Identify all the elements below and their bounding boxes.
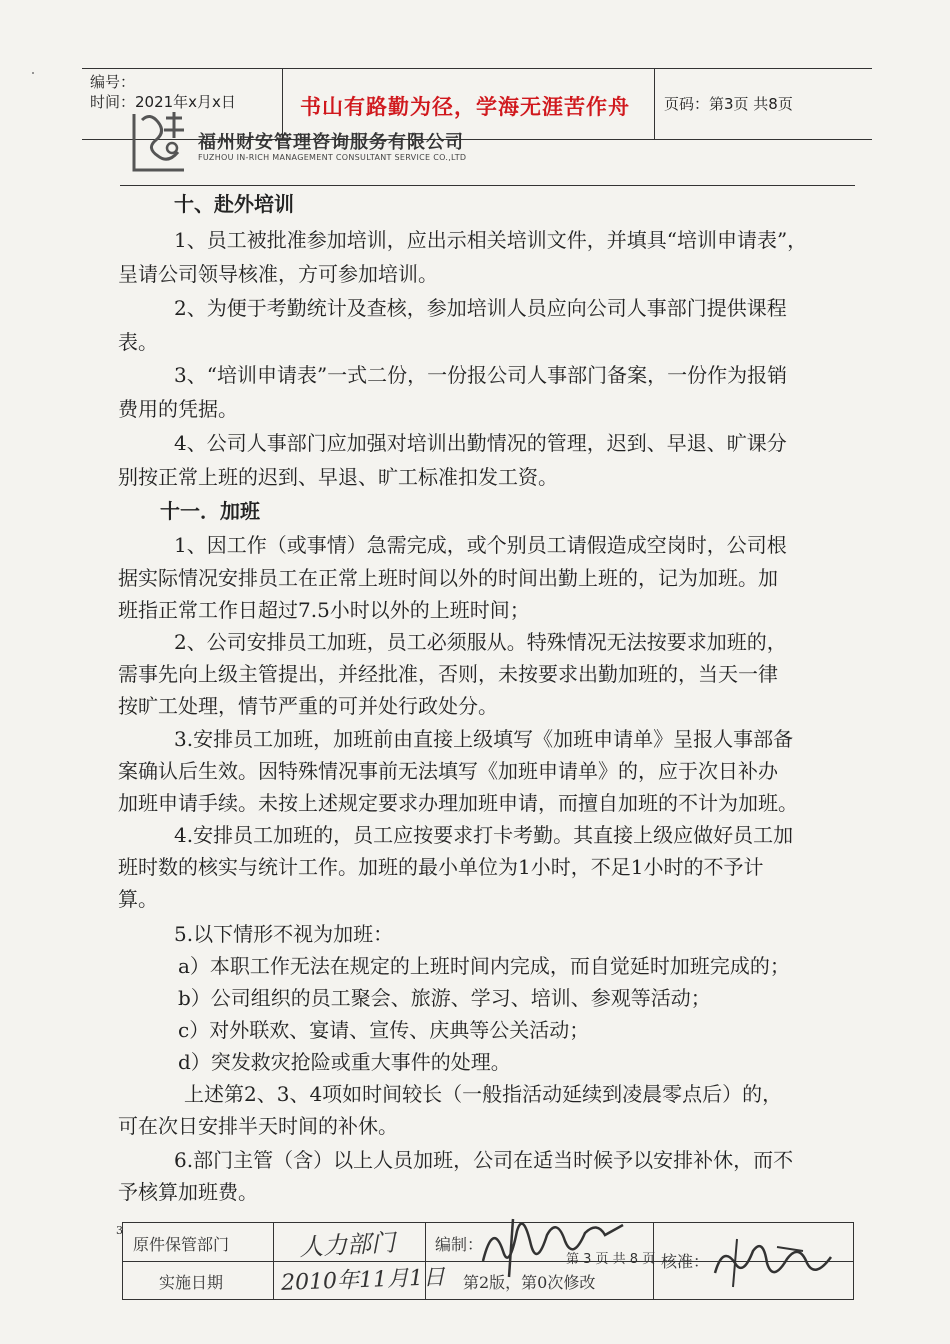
page-info: 页码：第3页 共8页 [664, 95, 793, 113]
company-name-en: FUZHOU IN-RICH MANAGEMENT CONSULTANT SERVICE CO.,LTD [198, 153, 467, 162]
paragraph-line: 4.安排员工加班的，员工应按要求打卡考勤。其直接上级应做好员工加 [174, 823, 794, 847]
paragraph-line: 可在次日安排半天时间的补休。 [118, 1114, 398, 1138]
paragraph-line: 4、公司人事部门应加强对培训出勤情况的管理，迟到、早退、旷课分 [174, 431, 787, 455]
paragraph-line: 据实际情况安排员工在正常上班时间以外的时间出勤上班的，记为加班。加 [118, 566, 778, 590]
paragraph-line: 加班申请手续。未按上述规定要求办理加班申请，而擅自加班的不计为加班。 [118, 791, 798, 815]
header-divider [120, 185, 855, 186]
version-label: 第2版，第0次修改 [463, 1273, 596, 1292]
paragraph-line: 班指正常工作日超过7.5小时以外的上班时间； [118, 598, 530, 622]
paragraph-line: 2、公司安排员工加班，员工必须服从。特殊情况无法按要求加班的， [174, 630, 787, 654]
paragraph-line: 案确认后生效。因特殊情况事前无法填写《加班申请单》的，应于次日补办 [118, 759, 778, 783]
list-item: d）突发救灾抢险或重大事件的处理。 [178, 1050, 511, 1074]
list-item: a）本职工作无法在规定的上班时间内完成，而自觉延时加班完成的； [178, 954, 790, 978]
list-item: b）公司组织的员工聚会、旅游、学习、培训、参观等活动； [178, 986, 711, 1010]
section-10-title: 十、赴外培训 [174, 192, 294, 216]
paragraph-line: 6.部门主管（含）以上人员加班，公司在适当时候予以安排补休，而不 [174, 1148, 794, 1172]
approval-table [122, 1222, 854, 1300]
approver-signature [707, 1233, 847, 1293]
paragraph-line: 3、“培训申请表”一式二份，一份报公司人事部门备案，一份作为报销 [174, 363, 788, 387]
dept-handwriting: 人力部门 [298, 1228, 396, 1262]
paragraph-line: 按旷工处理，情节严重的可并处行政处分。 [118, 694, 498, 718]
header-page-cell [654, 69, 872, 139]
paragraph-line: 1、因工作（或事情）急需完成，或个别员工请假造成空岗时，公司根 [174, 533, 787, 557]
paragraph-line: 3.安排员工加班，加班前由直接上级填写《加班申请单》呈报人事部备 [174, 727, 794, 751]
paragraph-line: 表。 [118, 330, 158, 354]
date-label: 实施日期 [159, 1273, 224, 1292]
speck [32, 72, 34, 74]
paragraph-line: 算。 [118, 887, 158, 911]
table-divider [273, 1223, 274, 1299]
document-number-label: 编号： [90, 73, 136, 91]
section-11-title: 十一．加班 [160, 499, 260, 523]
document-time: 时间：2021年x月x日 [90, 93, 236, 111]
paragraph-line: 班时数的核实与统计工作。加班的最小单位为1小时，不足1小时的不予计 [118, 855, 764, 879]
page-overlay-text: 第 3 页 共 8 页 [566, 1252, 656, 1267]
editor-label: 编制： [435, 1235, 484, 1254]
paragraph-line: 费用的凭据。 [118, 397, 238, 421]
paragraph-line: 别按正常上班的迟到、早退、旷工标准扣发工资。 [118, 465, 558, 489]
list-item: c）对外联欢、宴请、宣传、庆典等公关活动； [178, 1018, 590, 1042]
approve-label: 核准： [661, 1252, 710, 1271]
paragraph-line: 2、为便于考勤统计及查核，参加培训人员应向公司人事部门提供课程 [174, 296, 787, 320]
editor-signature [473, 1211, 656, 1281]
left-page-mark: 3 [116, 1224, 123, 1237]
paragraph-line: 予核算加班费。 [118, 1180, 258, 1204]
motto: 书山有路勤为径，学海无涯苦作舟 [300, 94, 630, 119]
paragraph-line: 5.以下情形不视为加班： [174, 922, 394, 946]
dept-label: 原件保管部门 [133, 1235, 230, 1254]
date-handwriting: 2010年11月1日 [280, 1265, 446, 1296]
company-seal-logo [128, 108, 190, 176]
paragraph-line: 1、员工被批准参加培训，应出示相关培训文件，并填具“培训申请表”， [174, 228, 808, 252]
paragraph-line: 需事先向上级主管提出，并经批准，否则，未按要求出勤加班的，当天一律 [118, 662, 778, 686]
paragraph-line: 呈请公司领导核准，方可参加培训。 [118, 262, 438, 286]
company-name-cn: 福州财安管理咨询服务有限公司 [198, 132, 464, 153]
paragraph-line: 上述第2、3、4项如时间较长（一般指活动延续到凌晨零点后）的， [184, 1082, 783, 1106]
